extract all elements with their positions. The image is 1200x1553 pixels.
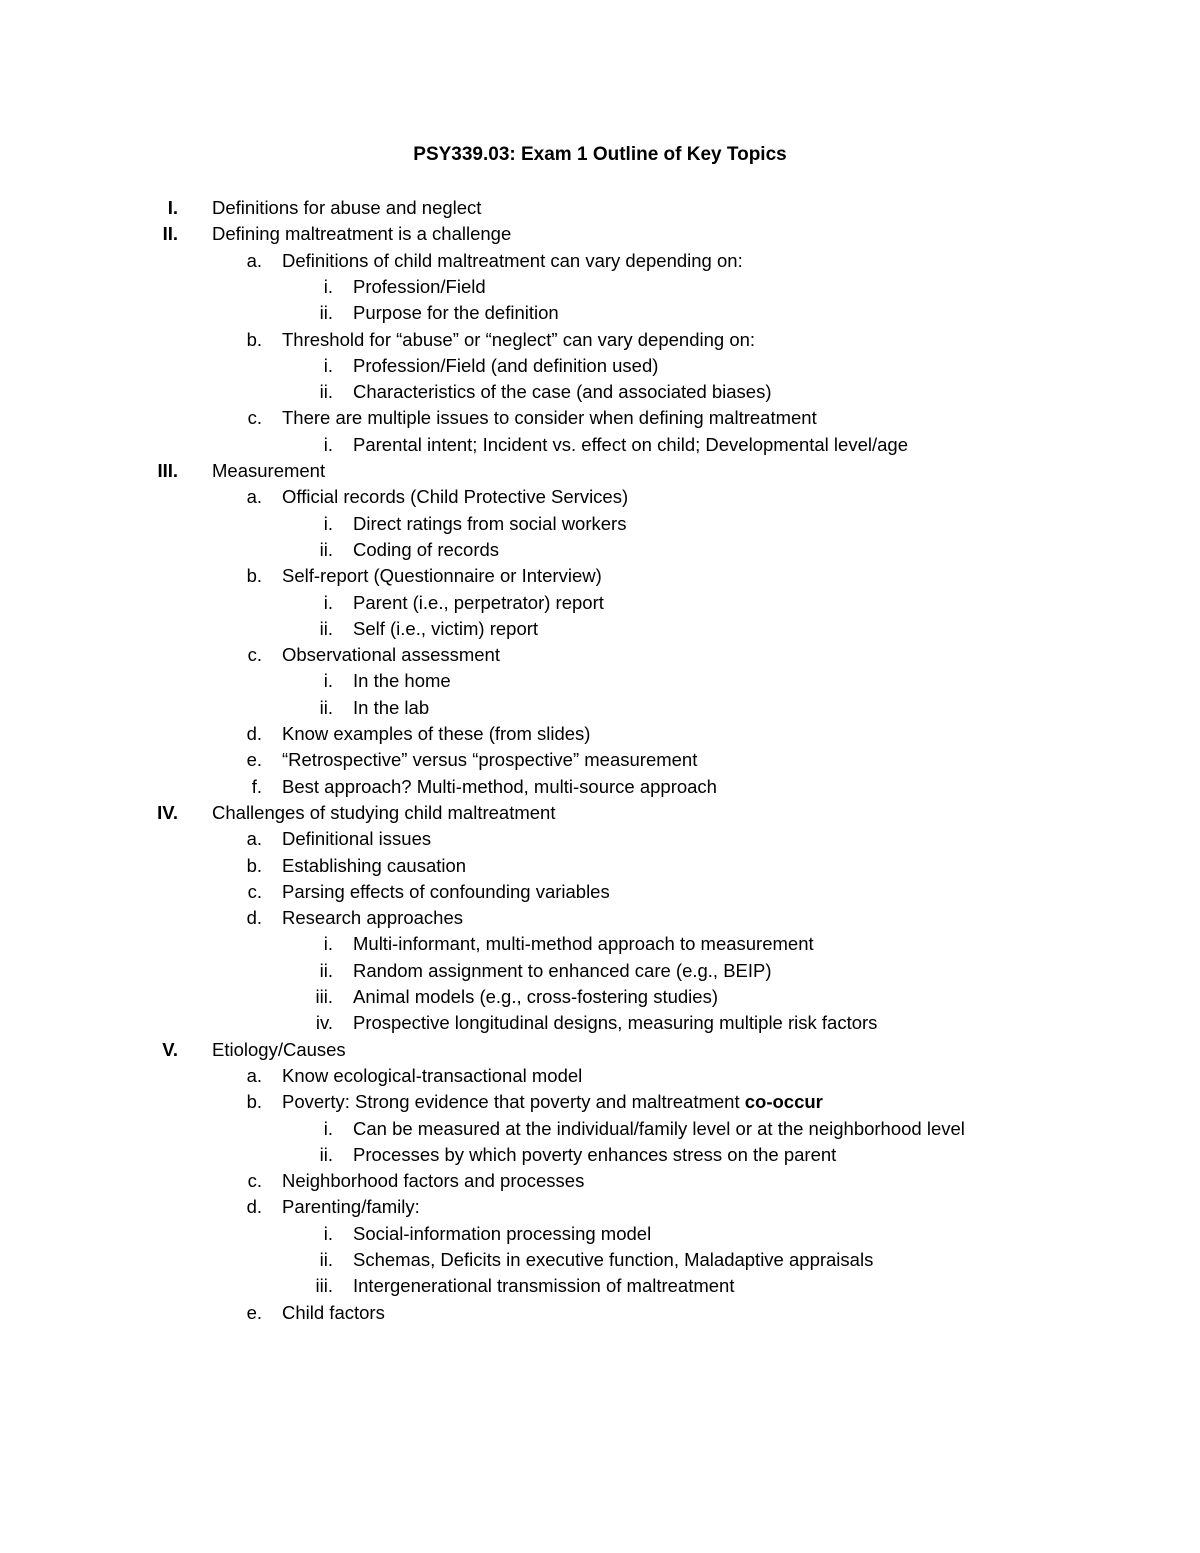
outline-text bbox=[353, 300, 559, 326]
outline-marker: f. bbox=[251, 775, 262, 797]
outline-text bbox=[282, 405, 817, 431]
outline-marker: iii. bbox=[315, 986, 333, 1007]
outline-text bbox=[353, 958, 772, 984]
outline-text-run: Parent (i.e., perpetrator) report bbox=[353, 591, 604, 613]
outline-text bbox=[282, 826, 431, 852]
outline-text bbox=[212, 1037, 346, 1063]
outline-item-level-2 bbox=[0, 826, 1200, 852]
outline-text-run: Observational assessment bbox=[282, 644, 500, 666]
outline-marker: b. bbox=[246, 1091, 262, 1113]
outline-marker: ii. bbox=[319, 959, 333, 981]
outline-marker: ii. bbox=[319, 1143, 333, 1165]
outline-text-run: Neighborhood factors and processes bbox=[282, 1170, 585, 1192]
outline-text-run: Profession/Field (and definition used) bbox=[353, 354, 659, 376]
outline-text-run: Schemas, Deficits in executive function, Maladaptive appraisals bbox=[353, 1249, 874, 1270]
outline-marker: d. bbox=[246, 1196, 262, 1218]
outline-marker: c. bbox=[247, 880, 262, 902]
outline-marker: e. bbox=[246, 749, 262, 771]
outline-marker: V. bbox=[162, 1038, 178, 1060]
outline-text-run: Defining maltreatment is a challenge bbox=[212, 223, 512, 245]
outline-text-run: Direct ratings from social workers bbox=[353, 512, 627, 534]
outline-text-run: Coding of records bbox=[353, 538, 500, 560]
outline-text bbox=[353, 1221, 651, 1247]
outline-marker: b. bbox=[246, 328, 262, 350]
outline-item-level-2 bbox=[0, 642, 1200, 668]
outline-marker: I. bbox=[167, 197, 178, 218]
outline-marker: c. bbox=[247, 644, 262, 666]
outline-item-level-2 bbox=[0, 721, 1200, 747]
outline-marker: ii. bbox=[319, 1249, 333, 1270]
outline-text bbox=[282, 721, 590, 747]
outline-marker: i. bbox=[323, 354, 333, 376]
outline-text-run: Parenting/family: bbox=[282, 1196, 420, 1218]
outline-text bbox=[353, 590, 604, 616]
outline-item-level-3 bbox=[0, 590, 1200, 616]
outline-text bbox=[353, 1273, 735, 1299]
outline-text bbox=[212, 195, 481, 221]
outline-item-level-3 bbox=[0, 958, 1200, 984]
outline-marker: c. bbox=[247, 1170, 262, 1192]
outline-marker: i. bbox=[323, 670, 333, 692]
outline-text bbox=[282, 1194, 420, 1220]
outline-item-level-3 bbox=[0, 1142, 1200, 1168]
outline-text bbox=[353, 668, 451, 694]
outline-marker: ii. bbox=[319, 617, 333, 639]
outline-item-level-1 bbox=[0, 221, 1200, 247]
outline-text-run: Prospective longitudinal designs, measuring multiple risk factors bbox=[353, 1012, 878, 1034]
outline-marker: i. bbox=[323, 591, 333, 613]
outline-text bbox=[353, 984, 718, 1010]
outline-marker: d. bbox=[246, 723, 262, 744]
outline-text bbox=[212, 221, 511, 247]
outline-item-level-3 bbox=[0, 1010, 1200, 1036]
outline-marker: a. bbox=[246, 249, 262, 271]
outline-text-run: Parental intent; Incident vs. effect on child; Developmental level/age bbox=[353, 433, 908, 455]
outline-text-run: Multi-informant, multi-method approach to measurement bbox=[353, 933, 814, 955]
outline-item-level-1 bbox=[0, 195, 1200, 221]
outline-item-level-2 bbox=[0, 563, 1200, 589]
outline-item-level-1 bbox=[0, 458, 1200, 484]
outline-marker: a. bbox=[246, 1064, 262, 1086]
outline-marker: i. bbox=[323, 512, 333, 534]
outline-item-level-2 bbox=[0, 248, 1200, 274]
outline-item-level-1 bbox=[0, 800, 1200, 826]
outline-marker: i. bbox=[323, 1117, 333, 1139]
outline-marker: d. bbox=[246, 907, 262, 929]
outline-text bbox=[353, 1142, 836, 1168]
outline-text bbox=[282, 1063, 582, 1089]
outline-text bbox=[212, 800, 555, 826]
outline-item-level-2 bbox=[0, 1089, 1200, 1115]
outline-text-run: In the home bbox=[353, 670, 451, 692]
outline-text bbox=[282, 747, 697, 773]
outline-text bbox=[353, 695, 429, 721]
outline-text-run: Threshold for “abuse” or “neglect” can vary depending on: bbox=[282, 328, 756, 350]
outline-text bbox=[212, 458, 325, 484]
outline-text-run: Establishing causation bbox=[282, 854, 467, 876]
outline-text bbox=[282, 879, 610, 905]
outline-item-level-2 bbox=[0, 484, 1200, 510]
outline-item-level-3 bbox=[0, 537, 1200, 563]
outline-marker: i. bbox=[323, 433, 333, 455]
outline-marker: III. bbox=[157, 460, 178, 481]
outline-text bbox=[353, 432, 908, 458]
outline-text-run: Challenges of studying child maltreatment bbox=[212, 801, 556, 823]
outline-item-level-2 bbox=[0, 327, 1200, 353]
outline-item-level-3 bbox=[0, 511, 1200, 537]
outline-item-level-3 bbox=[0, 984, 1200, 1010]
outline-text-run: Purpose for the definition bbox=[353, 302, 559, 324]
outline-text bbox=[353, 616, 538, 642]
outline-item-level-3 bbox=[0, 274, 1200, 300]
outline-text bbox=[353, 1010, 877, 1036]
outline-text bbox=[282, 853, 466, 879]
outline-marker: b. bbox=[246, 854, 262, 876]
outline-item-level-3 bbox=[0, 1221, 1200, 1247]
outline-marker: ii. bbox=[319, 696, 333, 718]
outline-text bbox=[282, 1089, 823, 1115]
outline-text bbox=[353, 274, 486, 300]
outline-marker: b. bbox=[246, 565, 262, 587]
outline-text bbox=[353, 379, 772, 405]
outline-text-run: Etiology/Causes bbox=[212, 1038, 346, 1060]
outline-text bbox=[282, 1168, 584, 1194]
outline-item-level-3 bbox=[0, 379, 1200, 405]
outline-item-level-2 bbox=[0, 905, 1200, 931]
outline-item-level-2 bbox=[0, 405, 1200, 431]
outline-item-level-2 bbox=[0, 1063, 1200, 1089]
outline-marker: ii. bbox=[319, 302, 333, 324]
outline-item-level-3 bbox=[0, 432, 1200, 458]
outline-item-level-2 bbox=[0, 747, 1200, 773]
outline-text-run: Can be measured at the individual/family level or at the neighborhood level bbox=[353, 1117, 965, 1139]
outline-text-run: Animal models (e.g., cross-fostering studies) bbox=[353, 986, 718, 1007]
outline-item-level-2 bbox=[0, 853, 1200, 879]
outline-marker: i. bbox=[323, 1222, 333, 1244]
outline-text-run: Child factors bbox=[282, 1301, 385, 1323]
outline-text bbox=[353, 511, 626, 537]
outline-text-run: Social-information processing model bbox=[353, 1222, 652, 1244]
outline-text-run: Official records (Child Protective Services) bbox=[282, 486, 629, 508]
outline-item-level-2 bbox=[0, 1168, 1200, 1194]
outline-item-level-2 bbox=[0, 879, 1200, 905]
outline-text bbox=[282, 642, 500, 668]
outline-text bbox=[282, 484, 628, 510]
outline-item-level-3 bbox=[0, 1116, 1200, 1142]
outline-text-run: Processes by which poverty enhances stress on the parent bbox=[353, 1143, 837, 1165]
outline-marker: c. bbox=[247, 407, 262, 429]
outline-text-run: In the lab bbox=[353, 696, 430, 718]
outline-item-level-3 bbox=[0, 931, 1200, 957]
outline-marker: II. bbox=[162, 223, 178, 245]
outline-text bbox=[282, 563, 602, 589]
outline-text bbox=[282, 248, 743, 274]
page-title: PSY339.03: Exam 1 Outline of Key Topics bbox=[413, 144, 787, 165]
outline-marker: IV. bbox=[157, 801, 178, 823]
outline-text-run: Parsing effects of confounding variables bbox=[282, 880, 610, 902]
outline-text bbox=[282, 1300, 385, 1326]
outline-marker: ii. bbox=[319, 381, 333, 403]
outline-text bbox=[282, 774, 717, 800]
outline-text bbox=[353, 1116, 965, 1142]
outline-item-level-2 bbox=[0, 1194, 1200, 1220]
outline-text-run: Definitions for abuse and neglect bbox=[212, 197, 482, 218]
outline-marker: i. bbox=[323, 275, 333, 297]
outline-text-run: Intergenerational transmission of maltreatment bbox=[353, 1275, 735, 1297]
outline-emphasis: co-occur bbox=[744, 1091, 823, 1113]
outline-text bbox=[353, 931, 814, 957]
outline-text bbox=[353, 537, 499, 563]
outline-text-run: Measurement bbox=[212, 460, 326, 481]
outline-text-run: Best approach? Multi-method, multi-source approach bbox=[282, 775, 717, 797]
outline-item-level-2 bbox=[0, 774, 1200, 800]
outline-item-level-1 bbox=[0, 1037, 1200, 1063]
outline-text-run: Know examples of these (from slides) bbox=[282, 723, 591, 744]
outline-item-level-3 bbox=[0, 1273, 1200, 1299]
outline-text bbox=[282, 327, 755, 353]
outline-text bbox=[353, 353, 658, 379]
outline-marker: e. bbox=[246, 1301, 262, 1323]
outline-item-level-3 bbox=[0, 695, 1200, 721]
outline-marker: a. bbox=[246, 828, 262, 850]
outline-marker: i. bbox=[323, 933, 333, 955]
outline-text-run: Definitional issues bbox=[282, 828, 432, 850]
outline-marker: ii. bbox=[319, 538, 333, 560]
outline-item-level-3 bbox=[0, 1247, 1200, 1273]
outline-item-level-3 bbox=[0, 616, 1200, 642]
outline-marker: iii. bbox=[315, 1275, 333, 1297]
outline-text-run: Poverty: Strong evidence that poverty and maltreatment bbox=[282, 1091, 745, 1113]
outline-text-run: Characteristics of the case (and associated biases) bbox=[353, 381, 772, 403]
outline-text-run: Research approaches bbox=[282, 907, 463, 929]
outline-text-run: There are multiple issues to consider when defining maltreatment bbox=[282, 407, 817, 429]
outline-text-run: Self (i.e., victim) report bbox=[353, 617, 539, 639]
outline-item-level-3 bbox=[0, 353, 1200, 379]
outline-text-run: Know ecological-transactional model bbox=[282, 1064, 583, 1086]
outline-text bbox=[282, 905, 463, 931]
outline-text-run: Self-report (Questionnaire or Interview) bbox=[282, 565, 602, 587]
outline-item-level-3 bbox=[0, 300, 1200, 326]
outline-text bbox=[353, 1247, 873, 1273]
outline-item-level-2 bbox=[0, 1300, 1200, 1326]
outline-item-level-3 bbox=[0, 668, 1200, 694]
outline-text-run: Definitions of child maltreatment can vary depending on: bbox=[282, 249, 743, 271]
outline-marker: iv. bbox=[315, 1012, 333, 1034]
outline-text-run: Random assignment to enhanced care (e.g., BEIP) bbox=[353, 959, 772, 981]
outline-text-run: “Retrospective” versus “prospective” measurement bbox=[282, 749, 698, 771]
outline-marker: a. bbox=[246, 486, 262, 508]
outline-text-run: Profession/Field bbox=[353, 275, 486, 297]
